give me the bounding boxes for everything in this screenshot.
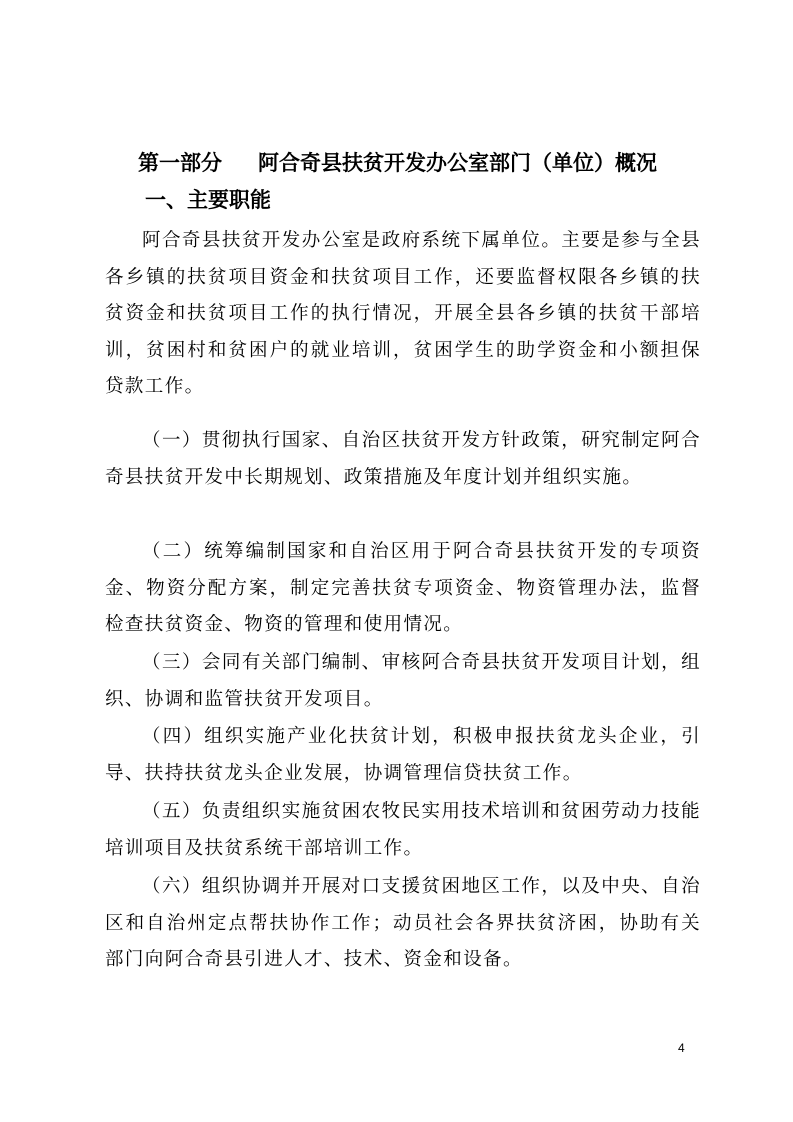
section-heading: 一、主要职能 — [145, 188, 271, 212]
page-number: 4 — [678, 1041, 685, 1055]
paragraph-item-1: （一）贯彻执行国家、自治区扶贫开发方针政策，研究制定阿合奇县扶贫开发中长期规划、政策措施及年度计划并组织实施。 — [105, 430, 701, 488]
paragraph-overview: 阿合奇县扶贫开发办公室是政府系统下属单位。主要是参与全县各乡镇的扶贫项目资金和扶贫项目工作，还要监督权限各乡镇的扶贫资金和扶贫项目工作的执行情况，开展全县各乡镇的扶贫干部培训，贫困村和贫困户的就业培训，贫困学生的助学资金和小额担保贷款工作。 — [105, 230, 701, 397]
part-label: 第一部分 — [138, 151, 222, 175]
part-heading — [138, 149, 698, 177]
paragraph-item-2: （二）统筹编制国家和自治区用于阿合奇县扶贫开发的专项资金、物资分配方案，制定完善扶贫专项资金、物资管理办法，监督检查扶贫资金、物资的管理和使用情况。 — [105, 541, 701, 635]
part-title: 阿合奇县扶贫开发办公室部门（单位）概况 — [258, 151, 657, 175]
paragraph-item-4: （四）组织实施产业化扶贫计划，积极申报扶贫龙头企业，引导、扶持扶贫龙头企业发展，协调管理信贷扶贫工作。 — [105, 726, 701, 784]
paragraph-item-3: （三）会同有关部门编制、审核阿合奇县扶贫开发项目计划，组织、协调和监管扶贫开发项目。 — [105, 652, 701, 710]
paragraph-item-5: （五）负责组织实施贫困农牧民实用技术培训和贫困劳动力技能培训项目及扶贫系统干部培训工作。 — [105, 801, 701, 859]
paragraph-item-6: （六）组织协调并开展对口支援贫困地区工作，以及中央、自治区和自治州定点帮扶协作工作；动员社会各界扶贫济困，协助有关部门向阿合奇县引进人才、技术、资金和设备。 — [105, 876, 701, 970]
